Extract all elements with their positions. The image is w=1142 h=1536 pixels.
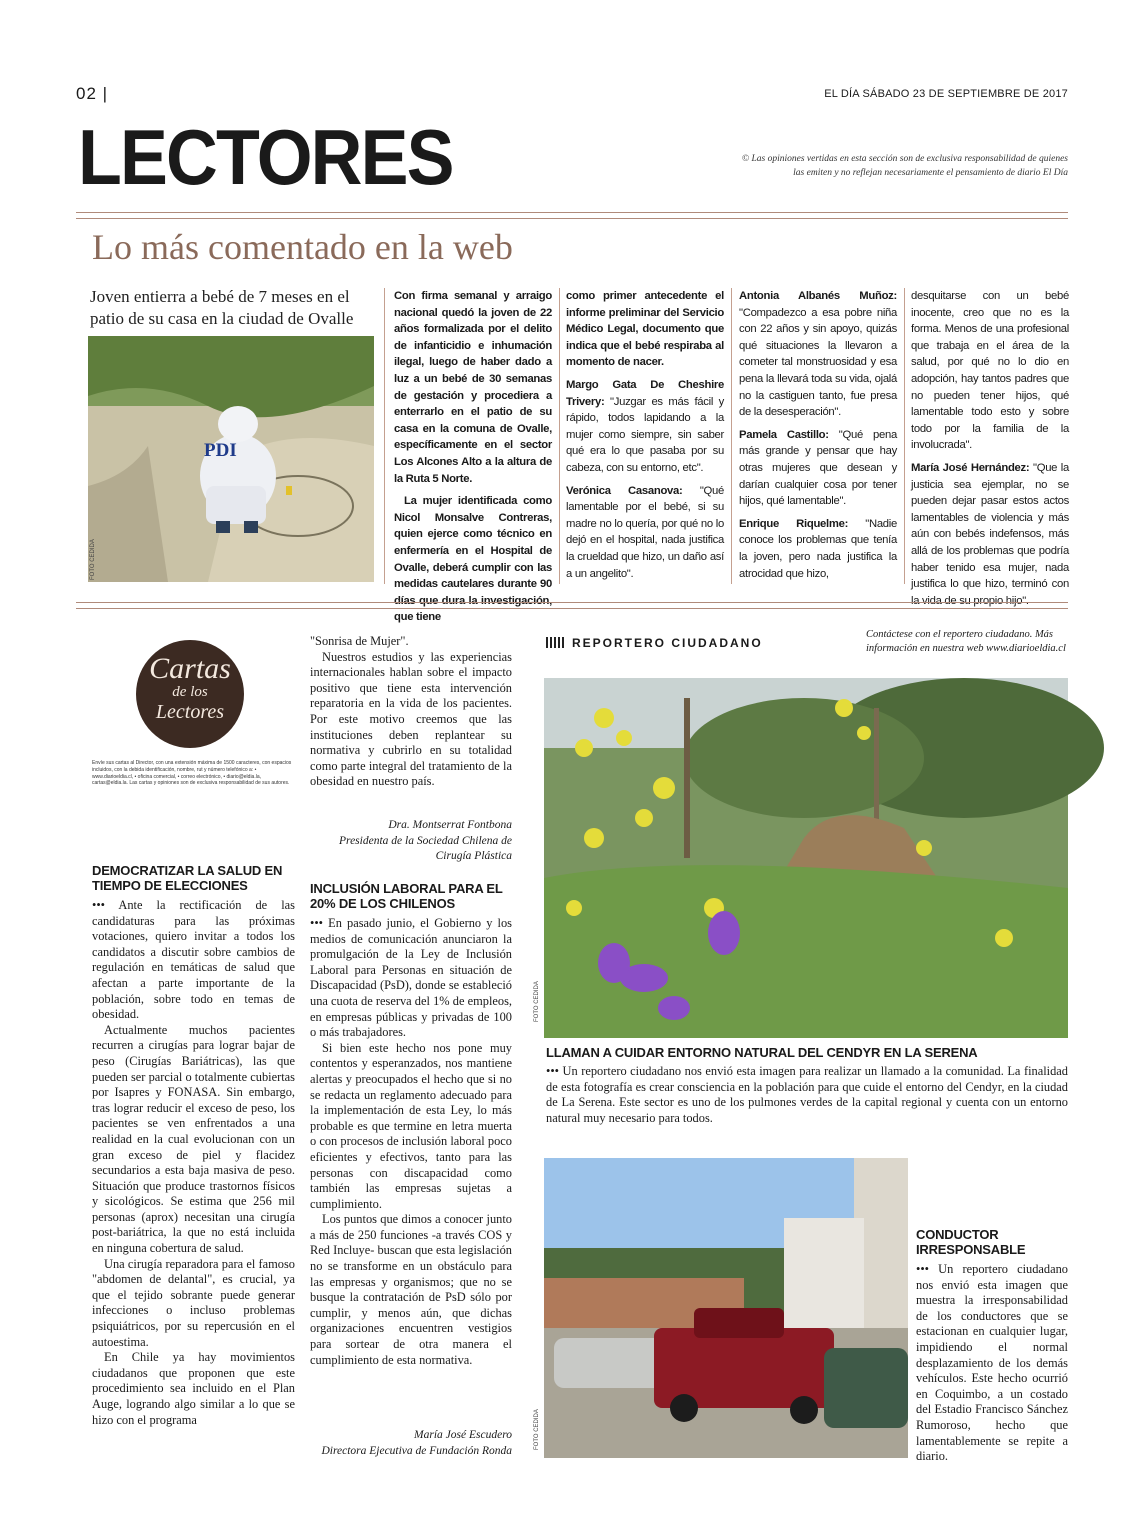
letter-paragraph: "Sonrisa de Mujer". [310, 634, 409, 648]
story-title: LLAMAN A CUIDAR ENTORNO NATURAL DEL CENDYR EN LA SERENA [546, 1045, 978, 1060]
letter-paragraph: Actualmente muchos pacientes recurren a cirugías para lograr bajar de peso (Cirugías Bariátricas), las que pueden ser parcial o totalmente cubiertas por Isapres y FONASA. Sin embargo, tras lograr reducir el exceso de peso, los pacientes se ven enfrentados a una realidad en la cual evolucionan con un gran exceso de piel y flacidez secundarios a esta baja masiva de peso. Situación que produce trastornos físicos y sicológicos. Se estima que 256 mil personas (aprox) necesitan una cirugía post-bariátrica, la que no está incluida en ninguna cobertura de salud. [92, 1022, 295, 1256]
story-paragraph: ••• Un reportero ciudadano nos envió esta imagen que muestra la irresponsabilidad de los conductores que se estacionan en cualquier lugar, impidiendo el normal desplazamiento de los demás vehículos. Este hecho ocurrió en Coquimbo, a un costado del Estadio Francisco Sánchez Rumoroso, hecho que lamentablemente se repite a diario. [916, 1262, 1068, 1464]
comment-text: "Que la justicia sea ejemplar, no se pueden dejar pasar estos actos lamentables de violencia y más aún con bebés indefensos, más allá de los problemas que podría haber tenido esa mujer, nada justifica lo que hizo, terminó con la vida de su propio hijo". [911, 461, 1069, 607]
comment-author: Margo Gata De Cheshire Trivery: [566, 378, 724, 408]
comment-text: "Qué lamentable por el bebé, si su madre no lo quería, por qué no lo dejó en el hospital, nada justifica la crueldad que hizo, un daño así a un angelito". [566, 484, 724, 580]
submission-info: Envíe sus cartas al Director, con una extensión máxima de 1500 caracteres, con espacios incluidos, con la debida identificación, nombre, rut y número telefónico a: • www.diarioeldia.cl, • oficina comercial, • correo electrónico, • diario@eldia.la, cartas@eldia.la. Las cartas y opiniones son de exclusiva responsabilidad de sus autores. [92, 760, 292, 787]
letter-paragraph: En Chile ya hay movimientos ciudadanos que proponen que este procedimiento sea incluido en el Plan Auge, logrando algo similar a lo que se hizo con el programa [92, 1350, 295, 1427]
letter-title: DEMOCRATIZAR LA SALUD EN TIEMPO DE ELECCIONES [92, 863, 283, 893]
signature-name: María José Escudero [414, 1429, 512, 1441]
letter-paragraph: ••• Ante la rectificación de las candidaturas para las próximas votaciones, quiero invitar a todos los candidatos a discutir sobre cambios de regulación en temáticas de salud que afectan a parte importante de la población, sobre todo en temas de obesidad. [92, 898, 295, 1022]
letter-body-col-2 [310, 634, 512, 790]
disclaimer: © Las opiniones vertidas en esta sección son de exclusiva responsabilidad de quienes las emiten y no reflejan necesariamente el pensamiento de diario El Día [741, 154, 1068, 179]
letter-paragraph: ••• En pasado junio, el Gobierno y los medios de comunicación anunciaron la promulgación de la Ley de Inclusión Laboral para Personas en situación de Discapacidad (PsD), donde se estableció una cuota de reserva del 1% de empleos, en empresas públicas y privadas de 100 o más trabajadores. [310, 916, 512, 1040]
reportero-contact: Contáctese con el reportero ciudadano. Más información en nuestra web www.diarioeldia.cl [866, 629, 1066, 655]
comment-author: Verónica Casanova: [566, 484, 683, 497]
story-body [916, 1262, 1068, 1465]
news-lede: Con firma semanal y arraigo nacional quedó la joven de 22 años formalizada por el delito de infanticidio e inhumación ilegal, luego de haber dado a luz a un bebé de 30 semanas de gestación y procediera a enterrarlo en el patio de su casa en la comuna de Ovalle, específicamente en el sector Los Alcones Alto a la altura de la Ruta 5 Norte. [394, 290, 552, 485]
column-rule [384, 288, 385, 584]
comment-author: Enrique Riquelme: [739, 517, 849, 530]
comment-author: María José Hernández: [911, 461, 1030, 474]
letter-title: INCLUSIÓN LABORAL PARA EL 20% DE LOS CHILENOS [310, 881, 503, 911]
photo-credit: FOTO CEDIDA [534, 1409, 540, 1450]
barcode-icon [546, 637, 566, 648]
letter-body-col-3 [310, 916, 512, 1426]
parking-scene-image [544, 1158, 908, 1458]
comment-text: "Nadie conoce los problemas que tenía la joven, pero nada justifica la atrocidad que hizo, [739, 517, 897, 580]
letter-paragraph: Si bien este hecho nos pone muy contentos y esperanzados, nos mantiene alertas y preocupados el hecho que si no se redacta un reglamento adecuado para la implementación de esta Ley, lo más probable es que termine en letra muerta o con procesos de inclusión laboral poco eficientes y efectivos, tanto para las personas con discapacidad como también las empresas sujetas a cumplimiento. [310, 1040, 512, 1211]
web-col-2 [566, 288, 724, 588]
comment-author: Antonia Albanés Muñoz: [739, 290, 897, 302]
comment-text: "Juzgar es más fácil y rápido, todos lapidando a la mujer como siempre, sin saber qué era lo que pasaba por su cabeza, con su entorno, etc". [566, 395, 724, 474]
logo-cartas: Cartas [149, 652, 231, 685]
column-rule [731, 288, 732, 584]
section-title: LECTORES [78, 113, 453, 201]
letter-paragraph: Nuestros estudios y las experiencias internacionales hablan sobre el impacto positivo que tiene esta intervención reparatoria en la vida de los pacientes. Por este motivo creemos que las instituciones deben replantear su normativa y cubrirlo en su totalidad como parte integral del tratamiento de la obesidad en nuestro país. [310, 649, 512, 789]
photo-credit: FOTO CEDIDA [90, 539, 96, 580]
photo-credit: FOTO CEDIDA [534, 981, 540, 1022]
issue-date: EL DÍA SÁBADO 23 DE SEPTIEMBRE DE 2017 [824, 88, 1068, 100]
cendyr-scene-image [544, 678, 1068, 1038]
web-section-title: Lo más comentado en la web [92, 227, 513, 267]
news-lede-end: como primer antecedente el informe preliminar del Servicio Médico Legal, documento que indica que el bebé respiraba al momento de nacer. [566, 290, 724, 369]
letter-body-col-1 [92, 898, 295, 1454]
car-photo [534, 1158, 908, 1458]
letter-signature [300, 1428, 512, 1459]
web-col-3 [739, 288, 897, 588]
pdi-badge: PDI [204, 440, 237, 461]
web-col-4 [911, 288, 1069, 615]
story-title: CONDUCTOR IRRESPONSABLE [916, 1227, 1026, 1257]
column-rule [559, 288, 560, 584]
header-rule [76, 212, 1068, 219]
comment-text: desquitarse con un bebé inocente, creo que no es la forma. Menos de una profesional que trabaja en el área de la salud, por qué no lo dio en adopción, hay tantos padres que no pueden tener hijos, qué lamentable todo esto y sobre todo por la familia de la involucrada". [911, 290, 1069, 452]
page-number: 02 | [76, 84, 109, 103]
logo-lectores: Lectores [155, 700, 225, 723]
comment-text: "Compadezco a esa pobre niña con 22 años y sin apoyo, quizás qué situaciones la llevaron a cometer tal monstruosidad y esa pena la llevará toda su vida, ojalá no la castiguen tanto, fue presa de la desesperación". [739, 306, 897, 419]
comment-author: Pamela Castillo: [739, 428, 829, 441]
signature-name: Dra. Montserrat Fontbona [388, 819, 512, 831]
letter-paragraph: Los puntos que dimos a conocer junto a más de 250 funciones -a través COS y Red Incluye- buscan que esta legislación no se transforme en un obstáculo para las empresas y organismos; que no se busque la contratación de PsD sólo por cumplir, y menos aún, que dichas organizaciones encuentren vestigios para sortear de otra manera el cumplimiento de esta normativa. [310, 1212, 512, 1367]
reportero-label-text: REPORTERO CIUDADANO [572, 636, 763, 650]
section-rule [76, 602, 1068, 609]
reportero-label [546, 636, 763, 650]
story-body [546, 1064, 1068, 1126]
web-headline: Joven entierra a bebé de 7 meses en el patio de su casa en la ciudad de Ovalle [90, 287, 354, 329]
column-rule [904, 288, 905, 584]
letter-paragraph: Una cirugía reparadora para el famoso "abdomen de delantal", es crucial, ya que el tejido sobrante puede generar infecciones o incluso problemas psiquiátricos, por su repercusión en el autoestima. [92, 1256, 295, 1349]
signature-role: Directora Ejecutiva de Fundación Ronda [321, 1444, 512, 1457]
news-photo [88, 336, 374, 582]
web-col-1 [394, 288, 552, 626]
news-lede-cont: La mujer identificada como Nicol Monsalve Contreras, quien ejerce como técnico en enfermería en el Hospital de Ovalle, deberá cumplir con las medidas cautelares durante 90 días que dura la investigación, que tiene [394, 495, 552, 624]
comment-text: "Qué pena más grande y pensar que hay otras mujeres que desean y darían cualquier cosa por tener hijos, qué lamentable". [739, 428, 897, 508]
cartas-logo [136, 640, 244, 748]
letter-signature [310, 818, 512, 865]
flower-photo [534, 678, 1068, 1038]
story-paragraph: ••• Un reportero ciudadano nos envió esta imagen para realizar un llamado a la comunidad. La finalidad de esta fotografía es crear consciencia en la población para que cuide el entorno del Cendyr, en la ciudad de La Serena. Este sector es uno de los pulmones verdes de la capital regional y cuenta con un entorno natural muy necesario para todos. [546, 1064, 1068, 1125]
signature-role: Presidenta de la Sociedad Chilena de Cirugía Plástica [339, 834, 512, 863]
logo-de-los: de los [172, 684, 208, 700]
